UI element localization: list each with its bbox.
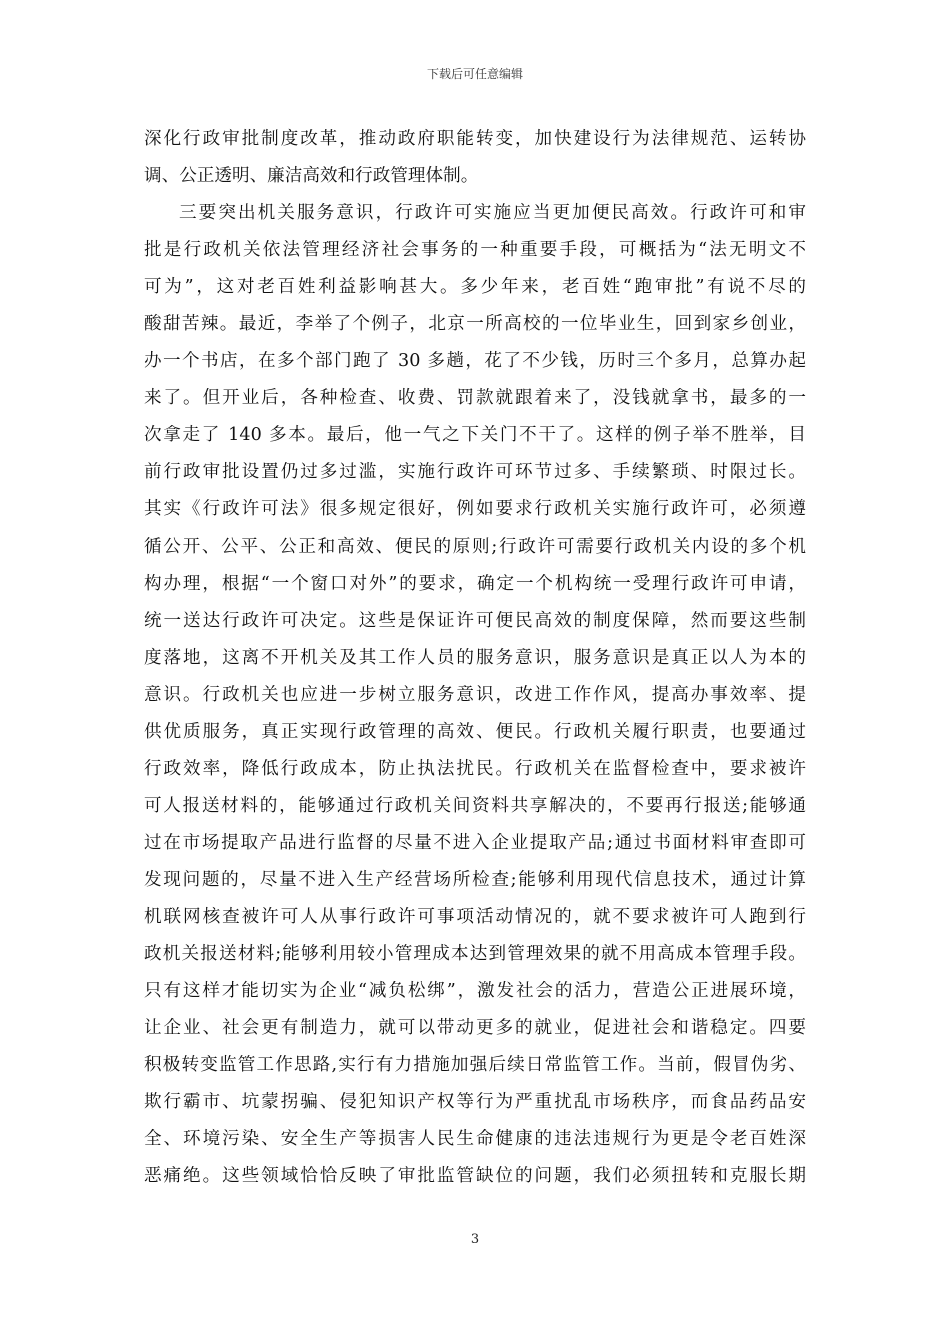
text-line: 全、环境污染、安全生产等损害人民生命健康的违法违规行为更是令老百姓深 bbox=[144, 1129, 806, 1150]
text-line: 其实《行政许可法》很多规定很好，例如要求行政机关实施行政许可，必须遵 bbox=[144, 499, 806, 520]
text-line: 次拿走了 140 多本。最后，他一气之下关门不干了。这样的例子举不胜举，目 bbox=[144, 425, 806, 446]
text-line: 行政效率，降低行政成本，防止执法扰民。行政机关在监督检查中，要求被许 bbox=[144, 758, 806, 779]
text-line: 三要突出机关服务意识，行政许可实施应当更加便民高效。行政许可和审 bbox=[179, 203, 806, 224]
text-line: 可为”，这对老百姓利益影响甚大。多少年来，老百姓“跑审批”有说不尽的 bbox=[144, 277, 806, 298]
text-line: 酸甜苦辣。最近，李举了个例子，北京一所高校的一位毕业生，回到家乡创业， bbox=[144, 314, 806, 335]
text-line: 深化行政审批制度改革，推动政府职能转变，加快建设行为法律规范、运转协 bbox=[144, 129, 806, 149]
text-line: 意识。行政机关也应进一步树立服务意识，改进工作作风，提高办事效率、提 bbox=[144, 684, 806, 705]
text-line: 办一个书店，在多个部门跑了 30 多趟，花了不少钱，历时三个多月，总算办起 bbox=[144, 351, 806, 372]
text-line: 度落地，这离不开机关及其工作人员的服务意识，服务意识是真正以人为本的 bbox=[144, 647, 806, 668]
text-line: 欺行霸市、坑蒙拐骗、侵犯知识产权等行为严重扰乱市场秩序，而食品药品安 bbox=[144, 1092, 806, 1113]
text-line: 过在市场提取产品进行监督的尽量不进入企业提取产品;通过书面材料审查即可 bbox=[144, 832, 806, 853]
text-line: 政机关报送材料;能够利用较小管理成本达到管理效果的就不用高成本管理手段。 bbox=[144, 944, 806, 965]
text-line: 恶痛绝。这些领域恰恰反映了审批监管缺位的问题，我们必须扭转和克服长期 bbox=[144, 1166, 806, 1187]
text-line: 供优质服务，真正实现行政管理的高效、便民。行政机关履行职责，也要通过 bbox=[144, 721, 806, 742]
text-line: 来了。但开业后，各种检查、收费、罚款就跟着来了，没钱就拿书，最多的一 bbox=[144, 388, 806, 409]
text-line: 只有这样才能切实为企业“减负松绑”，激发社会的活力，营造公正进展环境， bbox=[144, 981, 806, 1002]
text-line: 可人报送材料的，能够通过行政机关间资料共享解决的，不要再行报送;能够通 bbox=[144, 795, 806, 816]
text-line: 统一送达行政许可决定。这些是保证许可便民高效的制度保障，然而要这些制 bbox=[144, 610, 806, 631]
text-line: 发现问题的，尽量不进入生产经营场所检查;能够利用现代信息技术，通过计算 bbox=[144, 869, 806, 890]
document-body bbox=[144, 121, 806, 1195]
page-header: 下载后可任意编辑 bbox=[426, 67, 523, 81]
text-line: 让企业、社会更有制造力，就可以带动更多的就业，促进社会和谐稳定。四要 bbox=[144, 1018, 806, 1039]
text-line: 机联网核查被许可人从事行政许可事项活动情况的，就不要求被许可人跑到行 bbox=[144, 906, 806, 927]
text-line: 构办理，根据“一个窗口对外”的要求，确定一个机构统一受理行政许可申请， bbox=[144, 573, 806, 594]
text-line: 批是行政机关依法管理经济社会事务的一种重要手段，可概括为“法无明文不 bbox=[144, 240, 806, 261]
text-line: 循公开、公平、公正和高效、便民的原则;行政许可需要行政机关内设的多个机 bbox=[144, 536, 806, 557]
text-line: 前行政审批设置仍过多过滥，实施行政许可环节过多、手续繁琐、时限过长。 bbox=[144, 462, 806, 483]
text-line: 调、公正透明、廉洁高效和行政管理体制。 bbox=[144, 166, 479, 187]
text-line: 积极转变监管工作思路,实行有力措施加强后续日常监管工作。当前，假冒伪劣、 bbox=[144, 1055, 806, 1076]
page-number: 3 bbox=[470, 1232, 480, 1247]
